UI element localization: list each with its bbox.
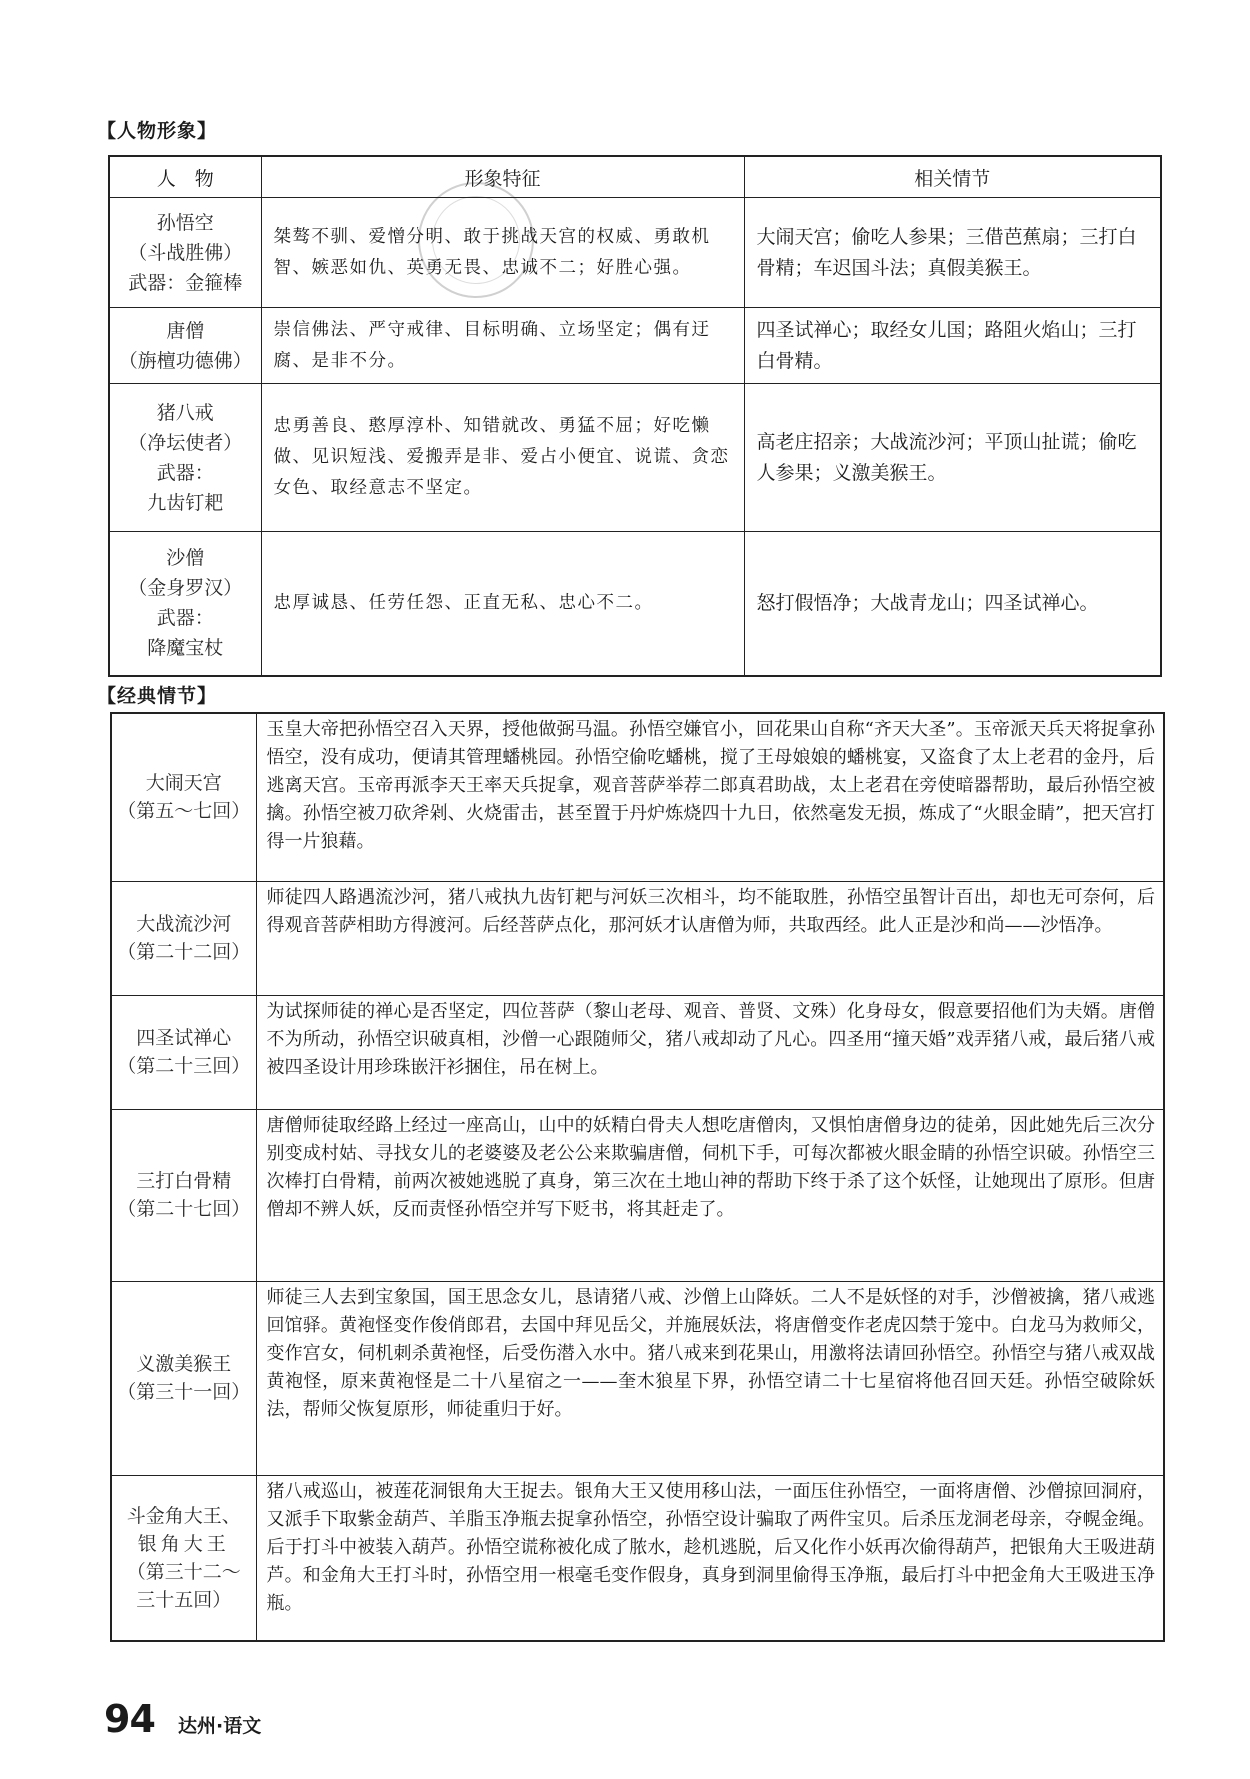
characters-section-title: 【人物形象】 (97, 120, 218, 142)
character-name-line: 武器： (156, 461, 214, 484)
character-row (109, 198, 1161, 308)
plot-name-cell (111, 1281, 256, 1475)
plot-row (111, 1475, 1164, 1641)
plot-name-line: 义激美猴王 (136, 1353, 232, 1375)
character-traits: 忠厚诚恳、任劳任怨、正直无私、忠心不二。 (261, 532, 744, 676)
character-name-line: 唐僧 (166, 319, 205, 342)
plot-row (111, 1109, 1164, 1281)
plot-name-line: 四圣试禅心 (136, 1027, 232, 1049)
header-plots: 相关情节 (744, 156, 1161, 198)
character-name-line: （旃檀功德佛） (118, 349, 252, 372)
character-name-line: 武器： (156, 607, 214, 630)
character-name-line: 孙悟空 (156, 211, 214, 234)
character-row (109, 308, 1161, 384)
character-plots: 大闹天宫；偷吃人参果；三借芭蕉扇；三打白骨精；车迟国斗法；真假美猴王。 (744, 198, 1161, 308)
plot-name-cell (111, 881, 256, 995)
characters-table (108, 155, 1162, 677)
character-traits: 忠勇善良、憨厚淳朴、知错就改、勇猛不屈；好吃懒做、见识短浅、爱搬弄是非、爱占小便宜、说谎、贪恋女色、取经意志不坚定。 (261, 384, 744, 532)
header-traits: 形象特征 (261, 156, 744, 198)
plots-table (110, 712, 1165, 1642)
character-plots: 怒打假悟净；大战青龙山；四圣试禅心。 (744, 532, 1161, 676)
plot-description: 玉皇大帝把孙悟空召入天界，授他做弼马温。孙悟空嫌官小，回花果山自称“齐天大圣”。玉帝派天兵天将捉拿孙悟空，没有成功，便请其管理蟠桃园。孙悟空偷吃蟠桃，搅了王母娘娘的蟠桃宴，又盗食了太上老君的金丹，后逃离天宫。玉帝再派李天王率天兵捉拿，观音菩萨举荐二郎真君助战，太上老君在旁使暗器帮助，最后孙悟空被擒。孙悟空被刀砍斧剁、火烧雷击，甚至置于丹炉炼烧四十九日，依然毫发无损，炼成了“火眼金睛”，把天宫打得一片狼藉。 (256, 713, 1164, 881)
character-traits: 桀骜不驯、爱憎分明、敢于挑战天宫的权威、勇敢机智、嫉恶如仇、英勇无畏、忠诚不二；好胜心强。 (261, 198, 744, 308)
character-name-cell (109, 308, 261, 384)
plot-name-cell (111, 1109, 256, 1281)
page-number: 94 (104, 1697, 155, 1741)
plot-name-line: 银角大王 (137, 1532, 230, 1555)
character-row (109, 384, 1161, 532)
footer-label: 达州·语文 (178, 1715, 262, 1737)
character-row (109, 532, 1161, 676)
plot-row (111, 713, 1164, 881)
plot-description: 师徒三人去到宝象国，国王思念女儿，恳请猪八戒、沙僧上山降妖。二人不是妖怪的对手，沙僧被擒，猪八戒逃回馆驿。黄袍怪变作俊俏郎君，去国中拜见岳父，并施展妖法，将唐僧变作老虎囚禁于笼中。白龙马为救师父，变作宫女，伺机刺杀黄袍怪，后受伤潜入水中。猪八戒来到花果山，用激将法请回孙悟空。孙悟空与猪八戒双战黄袍怪，原来黄袍怪是二十八星宿之一——奎木狼星下界，孙悟空请二十七星宿将他召回天廷。孙悟空破除妖法，帮师父恢复原形，师徒重归于好。 (256, 1281, 1164, 1475)
plot-name-line: （第二十三回） (117, 1055, 251, 1077)
character-name-line: 降魔宝杖 (147, 637, 224, 660)
plot-name-line: （第五～七回） (117, 800, 251, 823)
character-name-line: （金身罗汉） (128, 577, 243, 600)
plot-name-cell (111, 713, 256, 881)
plots-section-title: 【经典情节】 (97, 685, 218, 707)
plot-description: 师徒四人路遇流沙河，猪八戒执九齿钉耙与河妖三次相斗，均不能取胜，孙悟空虽智计百出，却也无可奈何，后得观音菩萨相助方得渡河。后经菩萨点化，那河妖才认唐僧为师，共取西经。此人正是沙和尚——沙悟净。 (256, 881, 1164, 995)
character-name-line: 猪八戒 (156, 401, 214, 424)
plot-name-cell (111, 995, 256, 1109)
plot-name-line: 三十五回） (136, 1588, 232, 1611)
characters-header-row (109, 156, 1161, 198)
character-name-line: 沙僧 (166, 547, 205, 570)
character-name-line: 武器：金箍棒 (128, 271, 243, 294)
plot-description: 为试探师徒的禅心是否坚定，四位菩萨（黎山老母、观音、普贤、文殊）化身母女，假意要招他们为夫婿。唐僧不为所动，孙悟空识破真相，沙僧一心跟随师父，猪八戒却动了凡心。四圣用“撞天婚”戏弄猪八戒，最后猪八戒被四圣设计用珍珠嵌汗衫捆住，吊在树上。 (256, 995, 1164, 1109)
character-plots: 高老庄招亲；大战流沙河；平顶山扯谎；偷吃人参果；义激美猴王。 (744, 384, 1161, 532)
plot-row (111, 1281, 1164, 1475)
character-name-cell (109, 384, 261, 532)
character-traits: 崇信佛法、严守戒律、目标明确、立场坚定；偶有迂腐、是非不分。 (261, 308, 744, 384)
plot-row (111, 995, 1164, 1109)
plot-name-line: （第三十二～ (126, 1560, 241, 1583)
plot-name-line: 斗金角大王、 (126, 1504, 241, 1527)
character-name-cell (109, 532, 261, 676)
plot-name-line: （第三十一回） (117, 1381, 251, 1403)
plot-name-line: 三打白骨精 (136, 1170, 232, 1192)
plot-name-line: 大闹天宫 (145, 772, 222, 795)
header-character: 人 物 (109, 156, 261, 198)
plot-description: 唐僧师徒取经路上经过一座高山，山中的妖精白骨夫人想吃唐僧肉，又惧怕唐僧身边的徒弟，因此她先后三次分别变成村姑、寻找女儿的老婆婆及老公公来欺骗唐僧，伺机下手，可每次都被火眼金睛的孙悟空识破。孙悟空三次棒打白骨精，前两次被她逃脱了真身，第三次在土地山神的帮助下终于杀了这个妖怪，让她现出了原形。但唐僧却不辨人妖，反而责怪孙悟空并写下贬书，将其赶走了。 (256, 1109, 1164, 1281)
plot-name-line: 大战流沙河 (136, 913, 232, 935)
plot-name-cell (111, 1475, 256, 1641)
character-name-line: 九齿钉耙 (147, 491, 224, 514)
plot-row (111, 881, 1164, 995)
character-name-cell (109, 198, 261, 308)
plot-description: 猪八戒巡山，被莲花洞银角大王捉去。银角大王又使用移山法，一面压住孙悟空，一面将唐僧、沙僧掠回洞府，又派手下取紫金葫芦、羊脂玉净瓶去捉拿孙悟空，孙悟空设计骗取了两件宝贝。后杀压龙洞老母亲，夺幌金绳。后于打斗中被装入葫芦。孙悟空谎称被化成了脓水，趁机逃脱，后又化作小妖再次偷得葫芦，把银角大王吸进葫芦。和金角大王打斗时，孙悟空用一根毫毛变作假身，真身到洞里偷得玉净瓶，最后打斗中把金角大王吸进玉净瓶。 (256, 1475, 1164, 1641)
character-name-line: （斗战胜佛） (128, 241, 243, 264)
plot-name-line: （第二十七回） (117, 1198, 251, 1220)
character-plots: 四圣试禅心；取经女儿国；路阻火焰山；三打白骨精。 (744, 308, 1161, 384)
plot-name-line: （第二十二回） (117, 941, 251, 963)
character-name-line: （净坛使者） (128, 431, 243, 454)
